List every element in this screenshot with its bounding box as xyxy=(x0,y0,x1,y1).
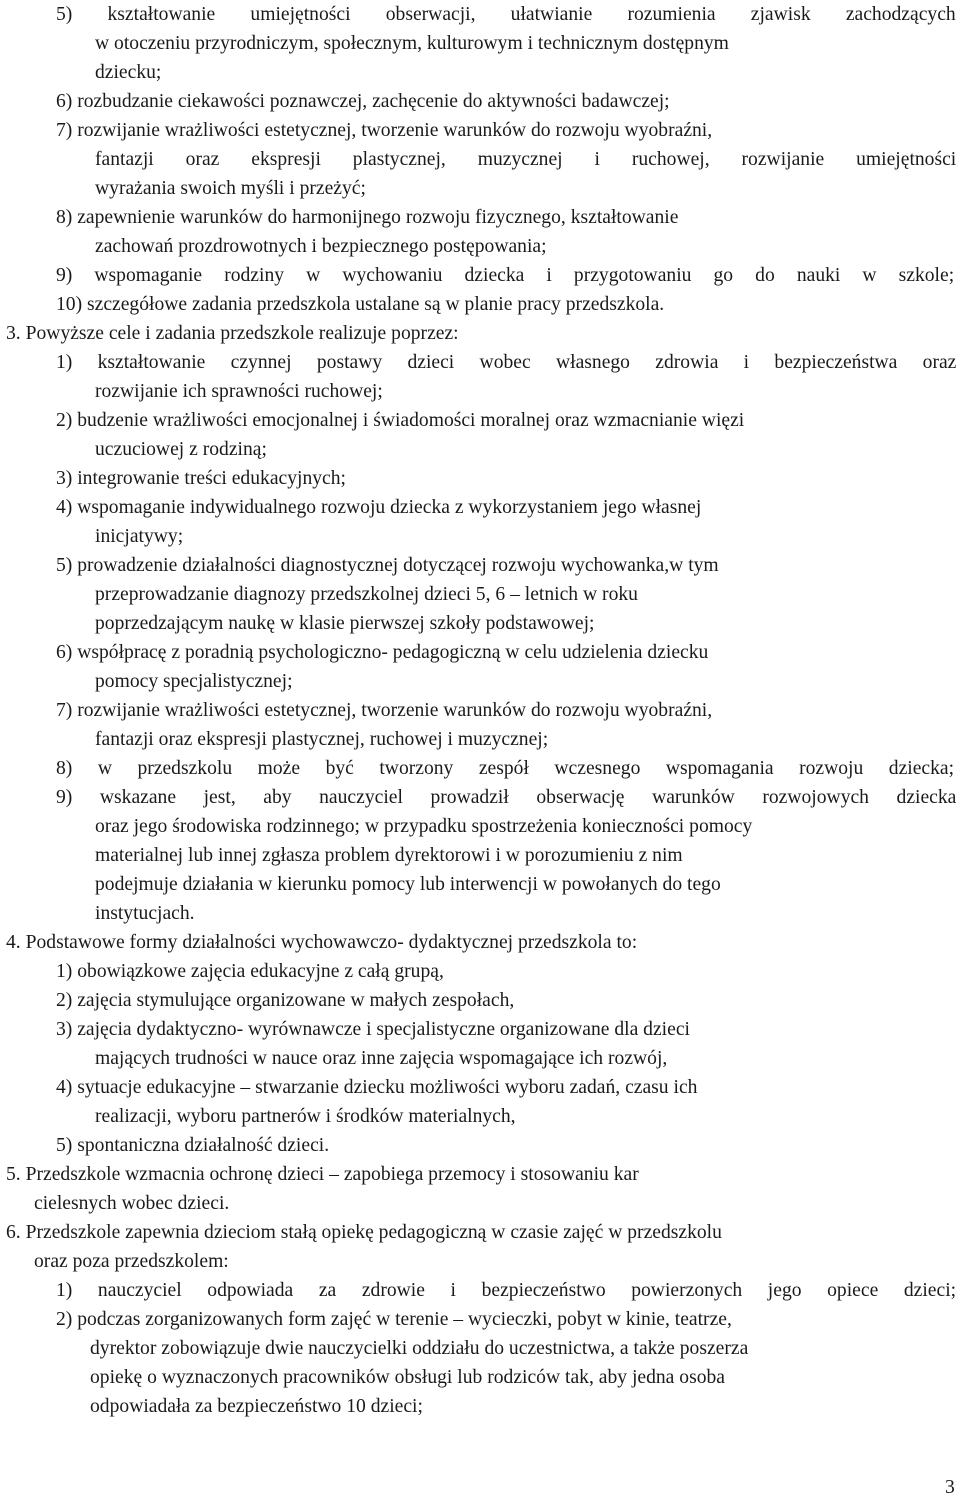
text-line: 8) w przedszkolu może być tworzony zespół wczesnego wspomagania rozwoju dziecka; xyxy=(56,758,955,779)
text-line: cielesnych wobec dzieci. xyxy=(34,1193,230,1214)
text-line: w otoczeniu przyrodniczym, społecznym, kulturowym i technicznym dostępnym xyxy=(95,33,729,54)
text-line: 2) budzenie wrażliwości emocjonalnej i świadomości moralnej oraz wzmacnianie więzi xyxy=(56,410,745,431)
text-line: 3. Powyższe cele i zadania przedszkole realizuje poprzez: xyxy=(6,323,459,344)
text-line: 3) zajęcia dydaktyczno- wyrównawcze i specjalistyczne organizowane dla dzieci xyxy=(56,1019,690,1040)
text-line: 5) spontaniczna działalność dzieci. xyxy=(56,1135,330,1156)
text-line: 5) prowadzenie działalności diagnostycznej dotyczącej rozwoju wychowanka,w tym xyxy=(56,555,719,576)
text-line: dyrektor zobowiązuje dwie nauczycielki oddziału do uczestnictwa, a także poszerza xyxy=(90,1338,749,1359)
text-line: poprzedzającym naukę w klasie pierwszej szkoły podstawowej; xyxy=(95,613,595,634)
text-line: fantazji oraz ekspresji plastycznej, ruchowej i muzycznej; xyxy=(95,729,549,750)
text-line: oraz jego środowiska rodzinnego; w przypadku spostrzeżenia konieczności pomocy xyxy=(95,816,753,837)
text-line: rozwijanie ich sprawności ruchowej; xyxy=(95,381,383,402)
text-line: odpowiadała za bezpieczeństwo 10 dzieci; xyxy=(90,1396,423,1417)
text-line: 4) wspomaganie indywidualnego rozwoju dziecka z wykorzystaniem jego własnej xyxy=(56,497,702,518)
text-line: 6) współpracę z poradnią psychologiczno- pedagogiczną w celu udzielenia dziecku xyxy=(56,642,709,663)
text-line: 3) integrowanie treści edukacyjnych; xyxy=(56,468,346,489)
text-line: opiekę o wyznaczonych pracowników obsługi lub rodziców tak, aby jedna osoba xyxy=(90,1367,725,1388)
text-line: 7) rozwijanie wrażliwości estetycznej, tworzenie warunków do rozwoju wyobraźni, xyxy=(56,700,713,721)
page-number: 3 xyxy=(945,1477,955,1498)
text-line: 5. Przedszkole wzmacnia ochronę dzieci – zapobiega przemocy i stosowaniu kar xyxy=(6,1164,639,1185)
text-line: 1) obowiązkowe zajęcia edukacyjne z całą grupą, xyxy=(56,961,444,982)
text-line: dziecku; xyxy=(95,62,162,83)
text-line: 4) sytuacje edukacyjne – stwarzanie dziecku możliwości wyboru zadań, czasu ich xyxy=(56,1077,698,1098)
text-line: 4. Podstawowe formy działalności wychowawczo- dydaktycznej przedszkola to: xyxy=(6,932,638,953)
text-line: fantazji oraz ekspresji plastycznej, muzycznej i ruchowej, rozwijanie umiejętności xyxy=(95,149,957,170)
text-line: oraz poza przedszkolem: xyxy=(34,1251,229,1272)
text-line: podejmuje działania w kierunku pomocy lub interwencji w powołanych do tego xyxy=(95,874,721,895)
text-line: uczuciowej z rodziną; xyxy=(95,439,267,460)
text-line: 5) kształtowanie umiejętności obserwacji, ułatwianie rozumienia zjawisk zachodzących xyxy=(56,4,956,25)
text-line: 8) zapewnienie warunków do harmonijnego rozwoju fizycznego, kształtowanie xyxy=(56,207,679,228)
text-line: 9) wskazane jest, aby nauczyciel prowadził obserwację warunków rozwojowych dziecka xyxy=(56,787,957,808)
text-line: wyrażania swoich myśli i przeżyć; xyxy=(95,178,366,199)
text-line: 7) rozwijanie wrażliwości estetycznej, tworzenie warunków do rozwoju wyobraźni, xyxy=(56,120,713,141)
text-line: 6. Przedszkole zapewnia dzieciom stałą opiekę pedagogiczną w czasie zajęć w przedszkolu xyxy=(6,1222,722,1243)
text-line: materialnej lub innej zgłasza problem dyrektorowi i w porozumieniu z nim xyxy=(95,845,683,866)
text-line: pomocy specjalistycznej; xyxy=(95,671,293,692)
text-line: inicjatywy; xyxy=(95,526,184,547)
text-line: mających trudności w nauce oraz inne zajęcia wspomagające ich rozwój, xyxy=(95,1048,668,1069)
text-line: 6) rozbudzanie ciekawości poznawczej, zachęcenie do aktywności badawczej; xyxy=(56,91,670,112)
text-line: realizacji, wyboru partnerów i środków materialnych, xyxy=(95,1106,516,1127)
text-line: 10) szczegółowe zadania przedszkola ustalane są w planie pracy przedszkola. xyxy=(56,294,665,315)
text-line: 1) kształtowanie czynnej postawy dzieci wobec własnego zdrowia i bezpieczeństwa oraz xyxy=(56,352,957,373)
text-line: 1) nauczyciel odpowiada za zdrowie i bezpieczeństwo powierzonych jego opiece dzieci; xyxy=(56,1280,957,1301)
text-line: 9) wspomaganie rodziny w wychowaniu dziecka i przygotowaniu go do nauki w szkole; xyxy=(56,265,955,286)
text-line: 2) podczas zorganizowanych form zajęć w terenie – wycieczki, pobyt w kinie, teatrze, xyxy=(56,1309,732,1330)
text-line: przeprowadzanie diagnozy przedszkolnej dzieci 5, 6 – letnich w roku xyxy=(95,584,638,605)
text-line: zachowań prozdrowotnych i bezpiecznego postępowania; xyxy=(95,236,547,257)
text-line: instytucjach. xyxy=(95,903,195,924)
text-line: 2) zajęcia stymulujące organizowane w małych zespołach, xyxy=(56,990,515,1011)
